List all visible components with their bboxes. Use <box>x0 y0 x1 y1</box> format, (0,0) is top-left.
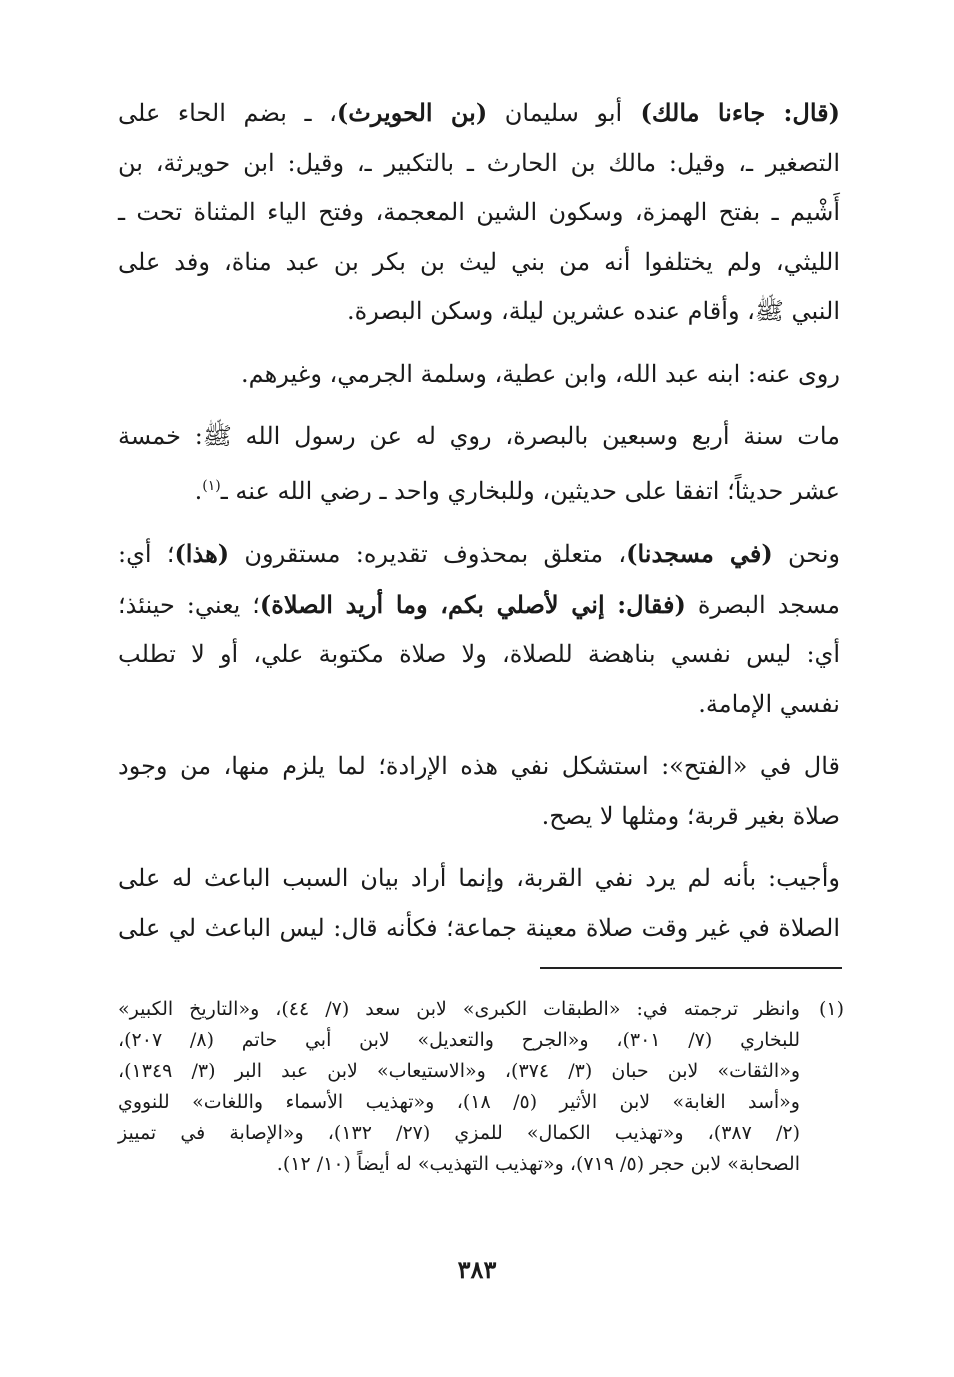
text-line: وأجيب: بأنه لم يرد نفي القربة، وإنما أراد بيان السبب الباعث له على <box>118 864 840 892</box>
text-line: مات سنة أربع وسبعين بالبصرة، روي له عن رسول الله ﷺ: خمسة <box>118 422 840 450</box>
footnote-line: و«الثقات» لابن حبان (٣/ ٣٧٤)، و«الاستيعاب» لابن عبد البر (٣/ ١٣٤٩)، <box>118 1060 800 1082</box>
text-line: أَشْيم ـ بفتح الهمزة، وسكون الشين المعجمة، وفتح الياء المثناة تحت ـ <box>118 198 840 226</box>
text-line: التصغير ـ، وقيل: مالك بن الحارث ـ بالتكبير ـ، وقيل: ابن حويرثة، بن <box>118 148 840 177</box>
text-line: النبي ﷺ، وأقام عنده عشرين ليلة، وسكن البصرة. <box>347 297 840 325</box>
footnotes <box>118 994 844 1180</box>
text-line: قال في «الفتح»: استشكل نفي هذه الإرادة؛ لما يلزم منها، من وجود <box>118 752 840 780</box>
text-line: مسجد البصرة (فقال: إني لأصلي بكم، وما أريد الصلاة)؛ يعني: حينئذ؛ <box>118 589 840 619</box>
text-line: الليثي، ولم يختلفوا أنه من بني ليث بن بكر بن عبد مناة، وفد على <box>118 247 840 276</box>
paragraph-answer <box>118 854 840 953</box>
text-line: نفسي الإمامة. <box>698 689 840 718</box>
text-line: الصلاة في غير وقت صلاة معينة جماعة؛ فكأنه قال: ليس الباعث لي على <box>118 913 840 942</box>
main-text <box>118 88 840 966</box>
text-line: أي: ليس نفسي بناهضة للصلاة، ولا صلاة مكتوبة علي، أو لا تطلب <box>118 640 840 668</box>
text-line: صلاة بغير قربة؛ ومثلها لا يصح. <box>541 801 840 830</box>
footnote-line: للبخاري (٧/ ٣٠١)، و«الجرح والتعديل» لابن أبي حاتم (٨/ ٢٠٧)، <box>118 1029 800 1051</box>
text-line: عشر حديثاً؛ اتفقا على حديثين، وللبخاري واحد ـ رضي الله عنه ـ$^{(١)}$. <box>194 476 840 505</box>
footnote-item <box>118 994 844 1180</box>
footnote-body <box>118 994 800 1180</box>
footnote-number: (١) <box>818 998 844 1020</box>
footnote-separator <box>540 967 842 969</box>
text-line: (قال: جاءنا مالك) أبو سليمان (بن الحويرث)، ـ بضم الحاء على <box>118 98 840 127</box>
footnote-line: (٢/ ٣٨٧)، و«تهذيب الكمال» للمزي (٢٧/ ١٣٢)، و«الإصابة في تمييز <box>118 1122 800 1144</box>
paragraph-masjid <box>118 529 840 729</box>
paragraph-fath <box>118 742 840 841</box>
footnote-line: و«أسد الغابة» لابن الأثير (٥/ ١٨)، و«تهذيب الأسماء واللغات» للنووي <box>118 1091 800 1113</box>
text-line: روى عنه: ابنه عبد الله، وابن عطية، وسلمة الجرمي، وغيرهم. <box>241 359 840 388</box>
paragraph-death <box>118 412 840 516</box>
paragraph-narrators <box>118 350 840 400</box>
page-number: ٣٨٣ <box>457 1255 497 1284</box>
footnote-line: وانظر ترجمته في: «الطبقات الكبرى» لابن سعد (٧/ ٤٤)، و«التاريخ الكبير» <box>118 998 800 1020</box>
footnote-line: الصحابة» لابن حجر (٥/ ٧١٩)، و«تهذيب التهذيب» له أيضاً (١٠/ ١٢). <box>276 1153 800 1175</box>
text-line: ونحن (في مسجدنا)، متعلق بمحذوف تقديره: مستقرون (هذا)؛ أي: <box>118 539 840 568</box>
paragraph-malik-bio <box>118 88 840 337</box>
footnote-ref: (١) <box>202 477 221 494</box>
